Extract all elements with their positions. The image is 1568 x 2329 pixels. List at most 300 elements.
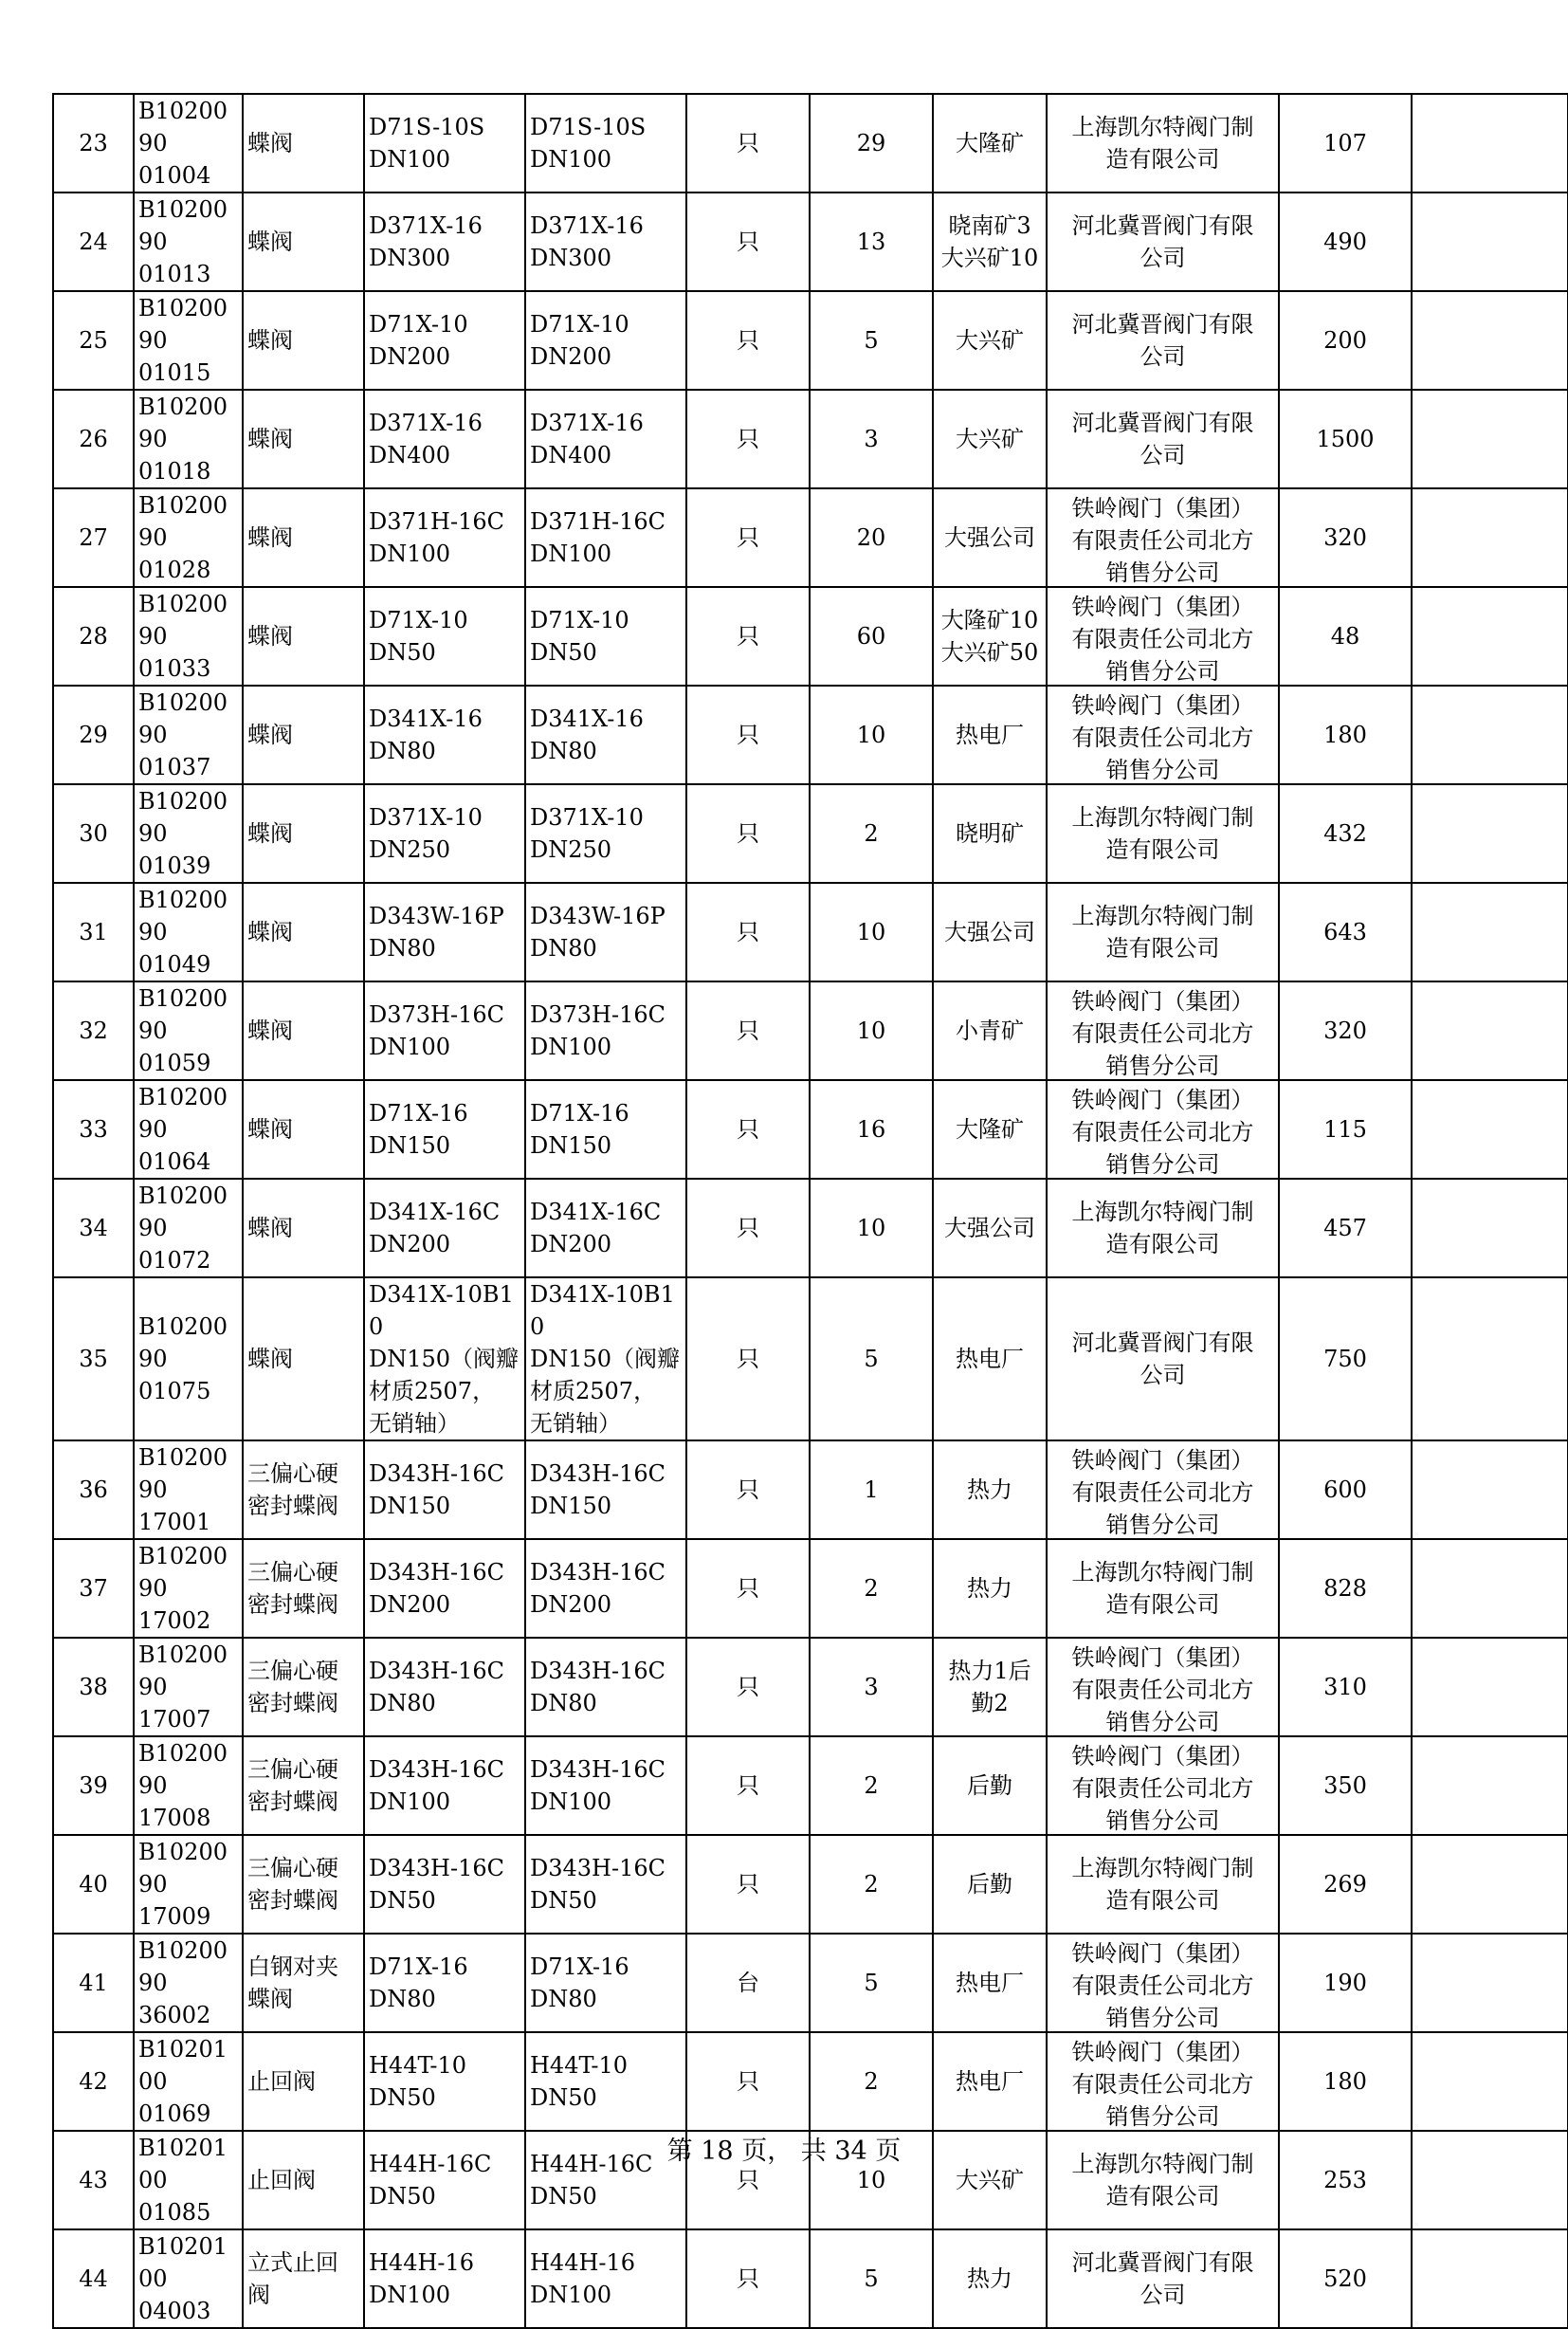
unit-price-text: 190 (1323, 1970, 1367, 1996)
material-code-text: B1020090 01064 (138, 1084, 228, 1175)
unit-price-cell (1279, 981, 1412, 1080)
unit-text: 只 (737, 623, 759, 650)
material-code-text: B1020090 01004 (138, 98, 228, 189)
table-row (53, 193, 1568, 291)
material-code-cell (134, 587, 243, 686)
model-cell (525, 1539, 686, 1638)
unit-cell (686, 94, 810, 193)
quantity-text: 2 (864, 1871, 879, 1898)
unit-cell (686, 1736, 810, 1835)
row-number-text: 23 (79, 130, 108, 156)
using-unit-text: 热力1后 勤2 (948, 1658, 1031, 1716)
using-unit-text: 大强公司 (944, 524, 1035, 551)
unit-price-cell (1279, 2229, 1412, 2328)
unit-text: 只 (737, 2068, 759, 2095)
unit-text: 只 (737, 1575, 759, 1602)
model-text: D71X-10 DN50 (530, 607, 629, 666)
material-name-cell (243, 784, 364, 883)
unit-text: 只 (737, 820, 759, 847)
supplier-text: 铁岭阀门（集团） 有限责任公司北方 销售分公司 (1071, 691, 1254, 781)
unit-price-text: 200 (1323, 327, 1367, 354)
unit-price-text: 115 (1323, 1116, 1367, 1143)
material-name-cell (243, 488, 364, 587)
material-name-text: 蝶阀 (247, 623, 293, 650)
unit-price-text: 320 (1323, 1018, 1367, 1044)
material-code-cell (134, 784, 243, 883)
specification-text: D343H-16C DN200 (369, 1559, 504, 1618)
material-code-cell (134, 1440, 243, 1539)
material-code-text: B1020090 36002 (138, 1937, 228, 2028)
unit-text: 只 (737, 2265, 759, 2292)
unit-price-text: 1500 (1316, 426, 1375, 452)
unit-price-cell (1279, 587, 1412, 686)
table-row (53, 390, 1568, 488)
table-row (53, 1835, 1568, 1934)
unit-price-text: 828 (1323, 1575, 1367, 1602)
model-cell (525, 686, 686, 784)
supplier-text: 铁岭阀门（集团） 有限责任公司北方 销售分公司 (1071, 593, 1254, 683)
row-number-cell (53, 1277, 134, 1440)
quantity-cell (810, 390, 933, 488)
material-name-cell (243, 883, 364, 981)
unit-text: 只 (737, 2167, 759, 2193)
model-text: D373H-16C DN100 (530, 1001, 665, 1060)
material-code-cell (134, 1277, 243, 1440)
supplier-text: 铁岭阀门（集团） 有限责任公司北方 销售分公司 (1071, 1742, 1254, 1832)
quantity-cell (810, 1638, 933, 1736)
quantity-text: 2 (864, 1575, 879, 1602)
unit-price-cell (1279, 784, 1412, 883)
quantity-cell (810, 1440, 933, 1539)
quantity-text: 5 (864, 1346, 879, 1372)
specification-cell (364, 1179, 525, 1277)
table-row (53, 291, 1568, 390)
material-name-text: 三偏心硬 密封蝶阀 (247, 1460, 338, 1519)
row-number-cell (53, 1736, 134, 1835)
unit-price-text: 490 (1323, 229, 1367, 255)
specification-text: D373H-16C DN100 (369, 1001, 504, 1060)
material-name-cell (243, 1736, 364, 1835)
model-cell (525, 1638, 686, 1736)
row-number-text: 39 (79, 1772, 108, 1799)
unit-text: 台 (737, 1970, 759, 1996)
unit-text: 只 (737, 524, 759, 551)
using-unit-cell (933, 1179, 1047, 1277)
unit-price-text: 750 (1323, 1346, 1367, 1372)
model-cell (525, 390, 686, 488)
model-cell (525, 587, 686, 686)
specification-cell (364, 883, 525, 981)
model-cell (525, 2229, 686, 2328)
remarks-cell (1412, 1736, 1568, 1835)
using-unit-text: 热电厂 (956, 722, 1024, 748)
row-number-cell (53, 390, 134, 488)
model-cell (525, 981, 686, 1080)
material-code-text: B1020090 01033 (138, 591, 228, 682)
using-unit-cell (933, 1080, 1047, 1179)
material-code-cell (134, 1638, 243, 1736)
material-name-cell (243, 981, 364, 1080)
quantity-cell (810, 1080, 933, 1179)
material-code-cell (134, 390, 243, 488)
material-name-text: 三偏心硬 密封蝶阀 (247, 1559, 338, 1618)
using-unit-cell (933, 587, 1047, 686)
table-row (53, 1179, 1568, 1277)
quantity-cell (810, 587, 933, 686)
unit-text: 只 (737, 1346, 759, 1372)
specification-text: H44H-16C DN50 (369, 2151, 492, 2210)
unit-price-text: 457 (1323, 1215, 1367, 1241)
material-code-cell (134, 2032, 243, 2131)
supplier-text: 上海凯尔特阀门制 造有限公司 (1071, 2151, 1254, 2210)
unit-cell (686, 587, 810, 686)
using-unit-cell (933, 981, 1047, 1080)
model-cell (525, 1440, 686, 1539)
material-code-cell (134, 686, 243, 784)
unit-text: 只 (737, 1116, 759, 1143)
table-row (53, 981, 1568, 1080)
row-number-cell (53, 883, 134, 981)
row-number-text: 34 (79, 1215, 108, 1241)
unit-price-cell (1279, 1179, 1412, 1277)
row-number-cell (53, 193, 134, 291)
specification-text: D371X-16 DN400 (369, 410, 483, 468)
using-unit-text: 后勤 (967, 1871, 1012, 1898)
material-code-text: B1020090 01018 (138, 394, 228, 485)
model-text: D343H-16C DN50 (530, 1855, 665, 1914)
specification-text: D341X-10B10 DN150（阀瓣 材质2507， 无销轴） (369, 1281, 520, 1437)
model-cell (525, 488, 686, 587)
unit-price-cell (1279, 1440, 1412, 1539)
supplier-cell (1047, 1277, 1279, 1440)
quantity-text: 29 (856, 130, 886, 156)
model-cell (525, 2032, 686, 2131)
unit-cell (686, 193, 810, 291)
quantity-cell (810, 981, 933, 1080)
row-number-cell (53, 1835, 134, 1934)
specification-cell (364, 1277, 525, 1440)
specification-text: D343H-16C DN100 (369, 1756, 504, 1815)
model-text: D343H-16C DN80 (530, 1658, 665, 1716)
row-number-text: 30 (79, 820, 108, 847)
model-text: D71X-10 DN200 (530, 311, 629, 370)
using-unit-text: 热电厂 (956, 1970, 1024, 1996)
unit-price-cell (1279, 1080, 1412, 1179)
specification-cell (364, 1440, 525, 1539)
row-number-cell (53, 2229, 134, 2328)
row-number-text: 41 (79, 1970, 108, 1996)
material-name-cell (243, 587, 364, 686)
specification-cell (364, 1934, 525, 2032)
material-code-cell (134, 488, 243, 587)
remarks-cell (1412, 587, 1568, 686)
unit-price-cell (1279, 1835, 1412, 1934)
material-name-text: 止回阀 (247, 2068, 316, 2095)
model-cell (525, 291, 686, 390)
material-code-text: B1020090 01039 (138, 788, 228, 879)
material-code-text: B1020090 17002 (138, 1543, 228, 1634)
unit-cell (686, 1277, 810, 1440)
unit-cell (686, 1934, 810, 2032)
remarks-cell (1412, 1835, 1568, 1934)
model-cell (525, 1835, 686, 1934)
quantity-cell (810, 488, 933, 587)
table-row (53, 1736, 1568, 1835)
model-text: H44H-16C DN50 (530, 2151, 653, 2210)
unit-cell (686, 1835, 810, 1934)
table-row (53, 2032, 1568, 2131)
material-code-text: B1020100 01069 (138, 2036, 228, 2127)
quantity-cell (810, 1539, 933, 1638)
material-code-cell (134, 291, 243, 390)
specification-text: D343W-16P DN80 (369, 903, 504, 962)
row-number-text: 28 (79, 623, 108, 650)
material-code-text: B1020090 01059 (138, 985, 228, 1076)
using-unit-cell (933, 1539, 1047, 1638)
unit-cell (686, 1638, 810, 1736)
row-number-text: 37 (79, 1575, 108, 1602)
material-name-cell (243, 291, 364, 390)
unit-price-cell (1279, 1277, 1412, 1440)
unit-cell (686, 981, 810, 1080)
material-name-text: 立式止回 阀 (247, 2249, 338, 2308)
material-code-cell (134, 981, 243, 1080)
quantity-cell (810, 686, 933, 784)
unit-text: 只 (737, 229, 759, 255)
supplier-cell (1047, 1638, 1279, 1736)
row-number-cell (53, 686, 134, 784)
material-name-cell (243, 1638, 364, 1736)
material-name-cell (243, 1440, 364, 1539)
table-row (53, 686, 1568, 784)
material-name-cell (243, 1934, 364, 2032)
row-number-cell (53, 784, 134, 883)
material-code-text: B1020090 01015 (138, 295, 228, 386)
using-unit-text: 大兴矿 (956, 327, 1024, 354)
quantity-text: 10 (856, 2167, 886, 2193)
row-number-cell (53, 291, 134, 390)
model-text: D71X-16 DN150 (530, 1100, 629, 1159)
quantity-text: 60 (856, 623, 886, 650)
row-number-text: 44 (79, 2265, 108, 2292)
quantity-cell (810, 1179, 933, 1277)
table-row (53, 883, 1568, 981)
row-number-text: 40 (79, 1871, 108, 1898)
supplier-text: 铁岭阀门（集团） 有限责任公司北方 销售分公司 (1071, 494, 1254, 584)
supplier-text: 河北冀晋阀门有限 公司 (1071, 1330, 1254, 1388)
unit-price-text: 269 (1323, 1871, 1367, 1898)
material-name-cell (243, 1179, 364, 1277)
material-code-cell (134, 2229, 243, 2328)
quantity-text: 3 (864, 426, 879, 452)
unit-cell (686, 390, 810, 488)
quantity-text: 20 (856, 524, 886, 551)
unit-price-text: 310 (1323, 1674, 1367, 1700)
row-number-text: 38 (79, 1674, 108, 1700)
table-row (53, 784, 1568, 883)
specification-cell (364, 193, 525, 291)
supplier-cell (1047, 1736, 1279, 1835)
using-unit-text: 大强公司 (944, 919, 1035, 945)
remarks-cell (1412, 883, 1568, 981)
material-code-text: B1020090 01037 (138, 689, 228, 780)
row-number-cell (53, 1179, 134, 1277)
supplier-cell (1047, 981, 1279, 1080)
remarks-cell (1412, 1440, 1568, 1539)
valve-procurement-table (52, 93, 1568, 2329)
supplier-cell (1047, 784, 1279, 883)
specification-text: H44H-16 DN100 (369, 2249, 475, 2308)
table-row (53, 488, 1568, 587)
supplier-cell (1047, 587, 1279, 686)
supplier-text: 铁岭阀门（集团） 有限责任公司北方 销售分公司 (1071, 2038, 1254, 2128)
material-name-cell (243, 2032, 364, 2131)
specification-text: D343H-16C DN50 (369, 1855, 504, 1914)
supplier-text: 河北冀晋阀门有限 公司 (1071, 311, 1254, 370)
table-row (53, 2229, 1568, 2328)
using-unit-text: 热力 (967, 1476, 1012, 1503)
specification-cell (364, 2032, 525, 2131)
using-unit-text: 热力 (967, 2265, 1012, 2292)
using-unit-text: 大隆矿10 大兴矿50 (940, 607, 1039, 666)
table-row (53, 94, 1568, 193)
material-code-cell (134, 1835, 243, 1934)
specification-text: D71X-10 DN50 (369, 607, 468, 666)
unit-price-cell (1279, 94, 1412, 193)
supplier-text: 上海凯尔特阀门制 造有限公司 (1071, 1199, 1254, 1257)
table-row (53, 1638, 1568, 1736)
model-text: D343H-16C DN100 (530, 1756, 665, 1815)
material-name-cell (243, 193, 364, 291)
unit-price-cell (1279, 1539, 1412, 1638)
unit-cell (686, 2229, 810, 2328)
row-number-text: 36 (79, 1476, 108, 1503)
supplier-cell (1047, 1179, 1279, 1277)
model-text: D341X-10B10 DN150（阀瓣 材质2507， 无销轴） (530, 1281, 681, 1437)
material-name-text: 蝶阀 (247, 722, 293, 748)
material-code-text: B1020090 17009 (138, 1839, 228, 1930)
material-name-text: 止回阀 (247, 2167, 316, 2193)
supplier-text: 铁岭阀门（集团） 有限责任公司北方 销售分公司 (1071, 987, 1254, 1077)
unit-cell (686, 883, 810, 981)
supplier-cell (1047, 2032, 1279, 2131)
material-name-cell (243, 1539, 364, 1638)
material-code-cell (134, 193, 243, 291)
unit-price-text: 350 (1323, 1772, 1367, 1799)
unit-text: 只 (737, 1215, 759, 1241)
remarks-cell (1412, 291, 1568, 390)
supplier-cell (1047, 1080, 1279, 1179)
material-name-text: 蝶阀 (247, 1018, 293, 1044)
specification-text: D71X-16 DN150 (369, 1100, 468, 1159)
remarks-cell (1412, 193, 1568, 291)
material-code-text: B1020090 17008 (138, 1740, 228, 1831)
unit-text: 只 (737, 1871, 759, 1898)
using-unit-cell (933, 1638, 1047, 1736)
using-unit-text: 小青矿 (956, 1018, 1024, 1044)
using-unit-cell (933, 291, 1047, 390)
unit-price-text: 520 (1323, 2265, 1367, 2292)
material-code-text: B1020090 17001 (138, 1444, 228, 1535)
specification-text: D341X-16 DN80 (369, 706, 483, 764)
supplier-cell (1047, 94, 1279, 193)
unit-price-text: 180 (1323, 2068, 1367, 2095)
unit-text: 只 (737, 1674, 759, 1700)
using-unit-text: 晓南矿3 大兴矿10 (940, 212, 1039, 271)
material-name-cell (243, 1080, 364, 1179)
specification-cell (364, 1539, 525, 1638)
supplier-text: 河北冀晋阀门有限 公司 (1071, 410, 1254, 468)
specification-text: D343H-16C DN150 (369, 1460, 504, 1519)
model-text: H44T-10 DN50 (530, 2052, 629, 2111)
using-unit-text: 热电厂 (956, 1346, 1024, 1372)
material-code-cell (134, 1736, 243, 1835)
quantity-cell (810, 2032, 933, 2131)
model-text: D371X-16 DN400 (530, 410, 644, 468)
unit-cell (686, 1179, 810, 1277)
supplier-cell (1047, 1835, 1279, 1934)
material-name-text: 三偏心硬 密封蝶阀 (247, 1855, 338, 1914)
specification-cell (364, 1638, 525, 1736)
remarks-cell (1412, 1539, 1568, 1638)
using-unit-cell (933, 94, 1047, 193)
table-row (53, 1277, 1568, 1440)
material-code-text: B1020090 01013 (138, 196, 228, 287)
model-cell (525, 1080, 686, 1179)
specification-text: D371X-10 DN250 (369, 804, 483, 863)
model-cell (525, 784, 686, 883)
quantity-text: 2 (864, 1772, 879, 1799)
row-number-text: 33 (79, 1116, 108, 1143)
remarks-cell (1412, 488, 1568, 587)
unit-cell (686, 2032, 810, 2131)
remarks-cell (1412, 686, 1568, 784)
material-name-cell (243, 94, 364, 193)
supplier-cell (1047, 390, 1279, 488)
quantity-cell (810, 1736, 933, 1835)
model-cell (525, 1736, 686, 1835)
using-unit-cell (933, 686, 1047, 784)
supplier-cell (1047, 686, 1279, 784)
material-name-text: 蝶阀 (247, 130, 293, 156)
row-number-text: 35 (79, 1346, 108, 1372)
material-name-cell (243, 2229, 364, 2328)
using-unit-text: 大强公司 (944, 1215, 1035, 1241)
quantity-text: 10 (856, 1215, 886, 1241)
supplier-cell (1047, 193, 1279, 291)
unit-cell (686, 1539, 810, 1638)
material-name-text: 蝶阀 (247, 820, 293, 847)
material-code-cell (134, 1080, 243, 1179)
row-number-cell (53, 2032, 134, 2131)
specification-text: D71S-10S DN100 (369, 114, 485, 173)
row-number-cell (53, 1539, 134, 1638)
unit-price-cell (1279, 883, 1412, 981)
using-unit-cell (933, 390, 1047, 488)
quantity-text: 10 (856, 1018, 886, 1044)
model-text: D343H-16C DN150 (530, 1460, 665, 1519)
row-number-text: 24 (79, 229, 108, 255)
material-name-text: 蝶阀 (247, 426, 293, 452)
specification-cell (364, 488, 525, 587)
specification-text: D71X-10 DN200 (369, 311, 468, 370)
model-text: D71X-16 DN80 (530, 1953, 629, 2012)
unit-price-cell (1279, 1934, 1412, 2032)
supplier-text: 上海凯尔特阀门制 造有限公司 (1071, 114, 1254, 173)
quantity-text: 5 (864, 1970, 879, 1996)
using-unit-cell (933, 193, 1047, 291)
table-row (53, 1080, 1568, 1179)
